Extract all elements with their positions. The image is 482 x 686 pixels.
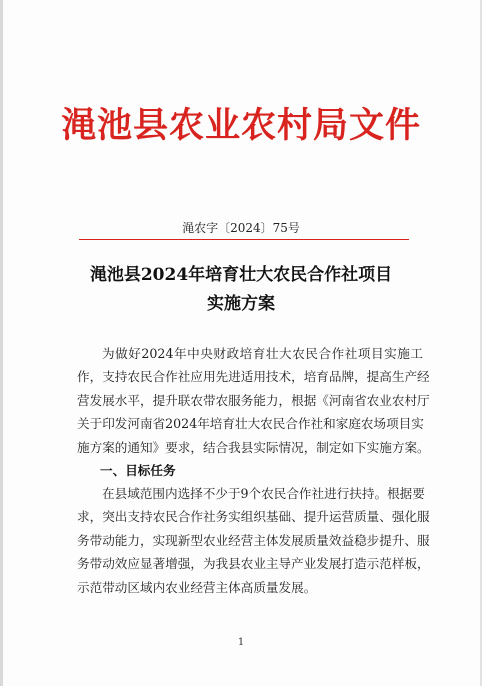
paragraph-line: 作，支持农民合作社应用先进适用技术，培育品牌，提高生产经 (77, 369, 430, 385)
paragraph-line: 在县域范围内选择不少于9个农民合作社进行扶持。根据要 (102, 486, 425, 501)
paragraph-line: 营发展水平，提升联农带农服务能力，根据《河南省农业农村厅 (77, 392, 430, 408)
goals-paragraph (77, 482, 430, 599)
intro-paragraph (77, 342, 430, 459)
document-title-line-1: 渑池县2024年培育壮大农民合作社项目 (89, 265, 393, 285)
page-number: 1 (237, 637, 245, 648)
paragraph-line: 施方案的通知》要求，结合我县实际情况，制定如下实施方案。 (77, 439, 430, 455)
paragraph-line: 为做好2024年中央财政培育壮大农民合作社项目实施工 (102, 346, 423, 361)
header-divider-line (79, 239, 409, 240)
paragraph-line: 务带动能力，实现新型农业经营主体发展质量效益稳步提升、服 (77, 532, 430, 548)
paragraph-line: 务带动效应显著增强，为我县农业主导产业发展打造示范样板， (77, 556, 430, 572)
paragraph-line: 求，突出支持农民合作社务实组织基础、提升运营质量、强化服 (77, 509, 430, 525)
section-heading-goals: 一、目标任务 (100, 463, 176, 478)
document-title-line-2: 实施方案 (207, 294, 275, 314)
paragraph-line: 关于印发河南省2024年培育壮大农民合作社和家庭农场项目实 (77, 416, 424, 432)
paragraph-line: 示范带动区域内农业经营主体高质量发展。 (77, 579, 317, 595)
document-header-title: 渑池县农业农村局文件 (60, 106, 421, 146)
document-number: 渑农字〔2024〕75号 (182, 221, 300, 235)
